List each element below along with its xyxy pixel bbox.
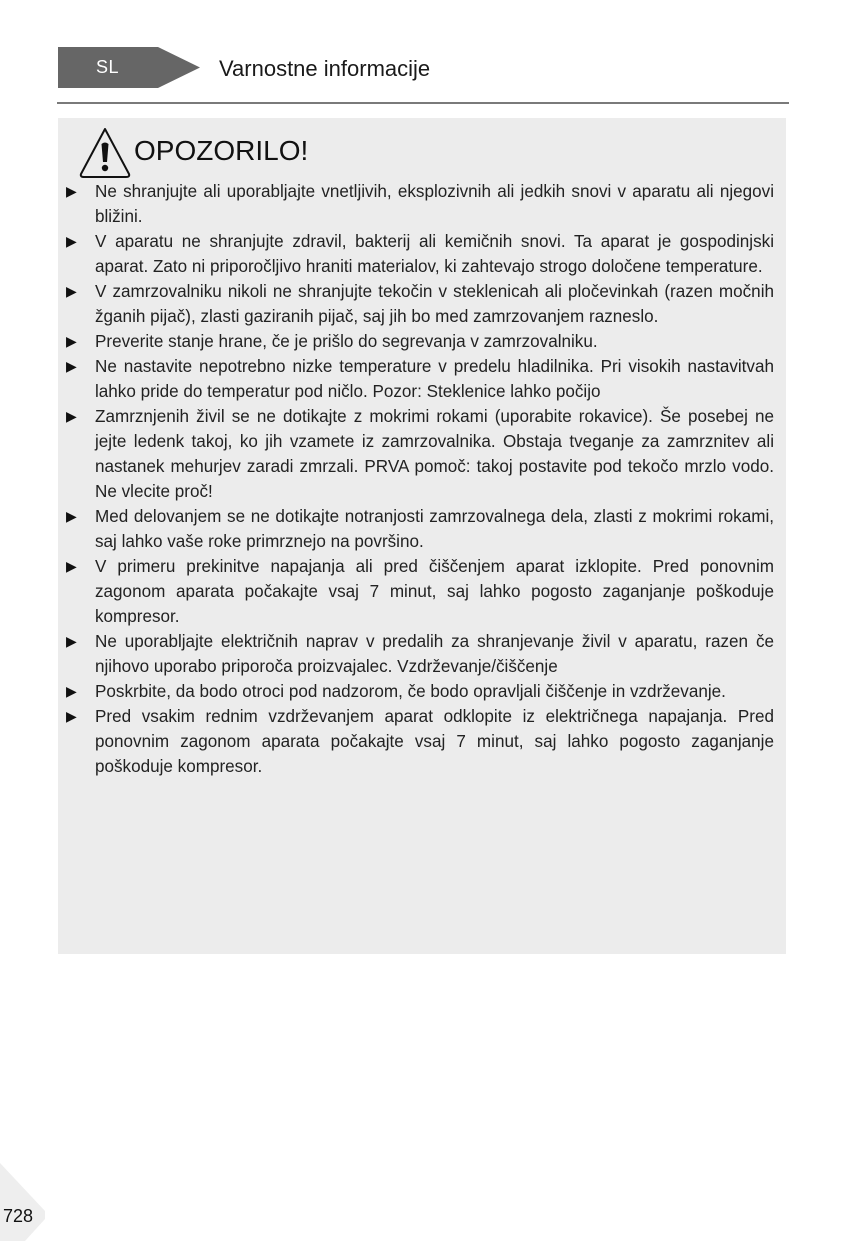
triangle-right-icon: ▶ [66, 333, 77, 349]
warning-item-text: Ne nastavite nepotrebno nizke temperature v predelu hladilnika. Pri visokih nastavitvah lahko pride do temperatur pod ničlo. Pozor: Steklenice lahko počijo [95, 357, 774, 401]
warning-list-item [58, 279, 774, 329]
warning-item-text: V zamrzovalniku nikoli ne shranjujte tekočin v steklenicah ali pločevinkah (razen močnih žganih pijač), zlasti gaziranih pijač, saj jih bo med zamrzovanjem razneslo. [95, 282, 774, 326]
warning-list-item [58, 354, 774, 404]
warning-item-text: Poskrbite, da bodo otroci pod nadzorom, če bodo opravljali čiščenje in vzdrževanje. [95, 682, 726, 701]
page-corner-shape [0, 1163, 50, 1241]
triangle-right-icon: ▶ [66, 408, 77, 424]
language-tab [58, 47, 200, 88]
header-divider [57, 102, 789, 104]
warning-box [58, 118, 786, 954]
warning-item-text: Med delovanjem se ne dotikajte notranjosti zamrzovalnega dela, zlasti z mokrimi rokami, saj lahko vaše roke primrznejo na površino. [95, 507, 774, 551]
warning-item-text: Ne shranjujte ali uporabljajte vnetljivih, eksplozivnih ali jedkih snovi v aparatu ali njegovi bližini. [95, 182, 774, 226]
page-number: 728 [3, 1206, 34, 1226]
warning-list-item [58, 554, 774, 629]
warning-triangle-icon [78, 126, 132, 180]
warning-item-text: V primeru prekinitve napajanja ali pred čiščenjem aparat izklopite. Pred ponovnim zagonom aparata počakajte vsaj 7 minut, saj lahko pogosto zaganjanje poškoduje kompresor. [95, 557, 774, 626]
warning-list-item [58, 504, 774, 554]
warning-title: OPOZORILO! [134, 135, 309, 166]
language-tab-shape [58, 47, 200, 88]
language-code: SL [96, 57, 120, 77]
section-title: Varnostne informacije [219, 56, 431, 81]
warning-list-item [58, 329, 774, 354]
warning-list-item [58, 229, 774, 279]
warning-list-item [58, 629, 774, 679]
triangle-right-icon: ▶ [66, 708, 77, 724]
warning-item-text: Ne uporabljajte električnih naprav v predalih za shranjevanje živil v aparatu, razen če njihovo uporabo priporoča proizvajalec. Vzdrževanje/čiščenje [95, 632, 774, 676]
warning-list-item [58, 704, 774, 779]
triangle-right-icon: ▶ [66, 358, 77, 374]
triangle-right-icon: ▶ [66, 508, 77, 524]
triangle-right-icon: ▶ [66, 233, 77, 249]
warning-list [58, 179, 774, 779]
warning-list-item [58, 679, 774, 704]
triangle-right-icon: ▶ [66, 683, 77, 699]
triangle-right-icon: ▶ [66, 283, 77, 299]
warning-list-item [58, 179, 774, 229]
warning-item-text: Pred vsakim rednim vzdrževanjem aparat odklopite iz električnega napajanja. Pred ponovnim zagonom aparata počakajte vsaj 7 minut, saj lahko pogosto zaganjanje poškoduje kompresor. [95, 707, 774, 776]
triangle-right-icon: ▶ [66, 633, 77, 649]
warning-list-item [58, 404, 774, 504]
triangle-right-icon: ▶ [66, 558, 77, 574]
warning-item-text: Preverite stanje hrane, če je prišlo do segrevanja v zamrzovalniku. [95, 332, 598, 351]
warning-item-text: V aparatu ne shranjujte zdravil, bakterij ali kemičnih snovi. Ta aparat je gospodinjski aparat. Zato ni priporočljivo hraniti materialov, ki zahtevajo strogo določene temperature. [95, 232, 774, 276]
triangle-right-icon: ▶ [66, 183, 77, 199]
warning-item-text: Zamrznjenih živil se ne dotikajte z mokrimi rokami (uporabite rokavice). Še posebej ne jejte ledenk takoj, ko jih vzamete iz zamrzovalnika. Obstaja tveganje za zamrznitev ali nastanek mehurjev zaradi zmrzali. PRVA pomoč: takoj postavite pod tekočo mrzlo vodo. Ne vlecite proč! [95, 407, 774, 501]
page-corner-tab [0, 1163, 50, 1241]
